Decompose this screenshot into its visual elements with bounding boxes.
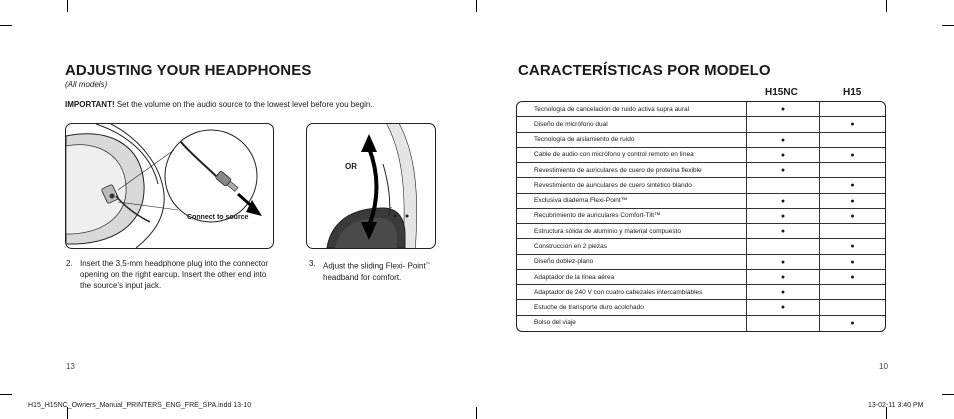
table-row [517, 163, 885, 178]
crop-mark [67, 0, 68, 12]
h15nc-cell: ● [746, 163, 819, 178]
h15nc-cell: ● [746, 133, 819, 148]
table-row [517, 194, 885, 209]
feature-name: Tecnología de cancelación de ruido activa supra aural [534, 105, 690, 113]
table-row [517, 255, 885, 270]
feature-name: Adaptador de 240 V con cuatro cabezales intercambiables [534, 288, 703, 296]
or-label: OR [345, 162, 357, 171]
illustration-headband-adjust [306, 123, 436, 249]
crop-mark [942, 25, 954, 26]
page-number-right: 10 [879, 362, 888, 371]
feature-name: Cable de audio con micrófono y control remoto en línea [534, 151, 694, 159]
h15nc-cell: ● [746, 102, 819, 117]
table-row [517, 285, 885, 300]
features-table [516, 101, 886, 332]
step-text-part: Adjust the sliding Flexi- Point [323, 261, 426, 271]
h15-cell: ● [819, 148, 885, 163]
crop-mark [942, 394, 954, 395]
important-text: Set the volume on the audio source to the lowest level before you begin. [114, 100, 373, 109]
h15nc-cell [746, 178, 819, 193]
h15nc-cell [746, 316, 819, 331]
feature-name: Recubrimiento de auriculares Comfort-Tilt™ [534, 212, 661, 220]
step-number: 3. [309, 259, 316, 268]
page-number-left: 13 [66, 362, 75, 371]
h15nc-cell [746, 239, 819, 254]
feature-name: Revestimiento de auriculares de cuero de proteína flexible [534, 166, 702, 174]
h15-cell: ● [819, 239, 885, 254]
h15-cell [819, 300, 885, 315]
h15-cell: ● [819, 316, 885, 331]
h15nc-cell: ● [746, 255, 819, 270]
h15-cell [819, 102, 885, 117]
h15nc-cell: ● [746, 209, 819, 224]
h15nc-cell: ● [746, 194, 819, 209]
feature-name: Estructura sólida de aluminio y material compuesto [534, 227, 682, 235]
connect-to-source-label: Connect to source [187, 214, 249, 221]
table-row [517, 102, 885, 117]
feature-name: Diseño doblez-plano [534, 258, 594, 266]
column-header-h15nc: H15NC [765, 87, 798, 98]
h15nc-cell: ● [746, 270, 819, 285]
table-row [517, 117, 885, 132]
feature-name: Bolso del viaje [534, 319, 576, 327]
trademark-mark: ™ [425, 261, 430, 266]
feature-name: Revestimiento de auriculares de cuero sintético blando [534, 181, 692, 189]
table-row [517, 239, 885, 254]
step-text [323, 258, 441, 283]
table-row [517, 133, 885, 148]
crop-mark [0, 25, 12, 26]
h15-cell: ● [819, 209, 885, 224]
table-row [517, 148, 885, 163]
crop-mark [476, 407, 477, 419]
h15nc-cell: ● [746, 224, 819, 239]
feature-name: Tecnología de aislamiento de ruido [534, 136, 635, 144]
column-header-h15: H15 [843, 87, 862, 98]
crop-mark [476, 0, 477, 12]
important-note [65, 100, 373, 109]
step-text-part: headband for comfort. [323, 272, 402, 282]
h15-cell [819, 285, 885, 300]
h15nc-cell: ● [746, 148, 819, 163]
crop-mark [0, 394, 12, 395]
h15-cell [819, 224, 885, 239]
h15-cell: ● [819, 255, 885, 270]
page-subtitle: (All models) [65, 80, 108, 89]
step-number: 2. [66, 259, 73, 268]
feature-name: Adaptador de la línea aérea [534, 273, 615, 281]
earcup-plug-drawing [66, 124, 273, 248]
page-title: ADJUSTING YOUR HEADPHONES [65, 62, 312, 79]
h15-cell: ● [819, 117, 885, 132]
table-row [517, 209, 885, 224]
features-title: CARACTERÍSTICAS POR MODELO [518, 62, 771, 79]
crop-mark [886, 0, 887, 12]
h15nc-cell: ● [746, 300, 819, 315]
h15-cell: ● [819, 178, 885, 193]
h15nc-cell [746, 117, 819, 132]
table-row [517, 178, 885, 193]
h15-cell [819, 163, 885, 178]
footer-file-name: H15_H15NC_Owners_Manual_PRINTERS_ENG_FRE_SPA.indd 13-10 [28, 402, 252, 409]
table-row [517, 316, 885, 331]
h15nc-cell: ● [746, 285, 819, 300]
feature-name: Exclusiva diadema Flexi-Point™ [534, 197, 628, 205]
illustration-headphone-plug [65, 123, 274, 249]
step-text: Insert the 3.5-mm headphone plug into the connector opening on the right earcup. Insert the other end into the source’s input jack. [80, 259, 269, 290]
feature-name: Diseño de micrófono dual [534, 120, 608, 128]
table-row [517, 270, 885, 285]
feature-name: Construcción en 2 piezas [534, 243, 607, 251]
important-label: IMPORTANT! [65, 100, 115, 109]
h15-cell: ● [819, 194, 885, 209]
table-row [517, 300, 885, 315]
h15-cell [819, 133, 885, 148]
footer-timestamp: 13-02-11 3:40 PM [868, 402, 924, 409]
feature-name: Estuche de transporte duro acolchado [534, 304, 644, 312]
h15-cell: ● [819, 270, 885, 285]
table-row [517, 224, 885, 239]
headband-drawing [307, 124, 435, 248]
svg-text:L: L [389, 204, 393, 210]
